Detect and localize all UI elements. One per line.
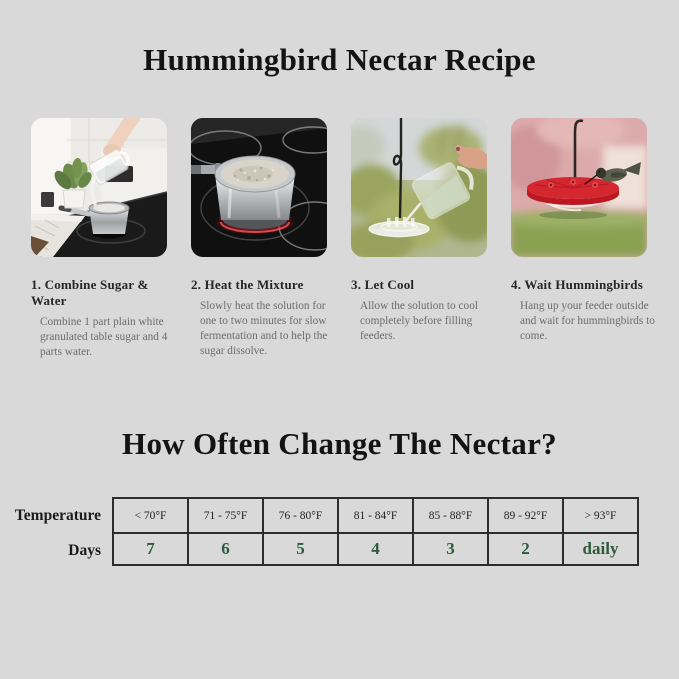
pouring-water-into-saucepan-illustration [31, 118, 167, 257]
days-cell: daily [563, 533, 638, 565]
step-card-4 [511, 118, 655, 360]
step-1-title: 1. Combine Sugar & Water [31, 277, 149, 308]
step-3-title: 3. Let Cool [351, 277, 415, 292]
step-2-body: Slowly heat the solution for one to two minutes for slow fermentation and to help the sugar dissolve. [200, 300, 328, 358]
temperature-cell: 71 - 75°F [188, 498, 263, 533]
nectar-change-frequency-table [0, 497, 639, 568]
step-4-title: 4. Wait Hummingbirds [511, 277, 643, 292]
days-cell: 4 [338, 533, 413, 565]
steps-row [31, 118, 655, 360]
row-label-days: Days [68, 542, 101, 559]
step-4-body: Hang up your feeder outside and wait for hummingbirds to come. [520, 300, 655, 343]
section-title: How Often Change The Nectar? [122, 426, 557, 461]
temperature-cell: 89 - 92°F [488, 498, 563, 533]
pouring-into-hanging-feeder-illustration [351, 118, 487, 257]
days-cell: 7 [113, 533, 188, 565]
step-3-body: Allow the solution to cool completely before filling feeders. [360, 300, 478, 343]
step-card-1 [31, 118, 167, 360]
days-cell: 6 [188, 533, 263, 565]
step-2-title: 2. Heat the Mixture [191, 277, 304, 292]
page-title: Hummingbird Nectar Recipe [143, 42, 536, 77]
temperature-cell: 81 - 84°F [338, 498, 413, 533]
temperature-cell: < 70°F [113, 498, 188, 533]
step-2-photo [191, 118, 327, 257]
temperature-cell: 76 - 80°F [263, 498, 338, 533]
temperature-cell: 85 - 88°F [413, 498, 488, 533]
days-cell: 5 [263, 533, 338, 565]
temperature-cell: > 93°F [563, 498, 638, 533]
days-cell: 2 [488, 533, 563, 565]
step-3-photo [351, 118, 487, 257]
table-row-labels [0, 497, 112, 568]
saucepan-boiling-illustration [191, 118, 327, 257]
days-row [113, 533, 638, 565]
row-label-temperature: Temperature [14, 506, 101, 524]
step-1-body: Combine 1 part plain white granulated table sugar and 4 parts water. [40, 316, 168, 359]
step-1-photo [31, 118, 167, 257]
days-cell: 3 [413, 533, 488, 565]
step-card-3 [351, 118, 487, 360]
hummingbird-at-feeder-illustration [511, 118, 647, 257]
step-card-2 [191, 118, 327, 360]
step-4-photo [511, 118, 647, 257]
temperature-row [113, 498, 638, 533]
frequency-table [112, 497, 639, 566]
